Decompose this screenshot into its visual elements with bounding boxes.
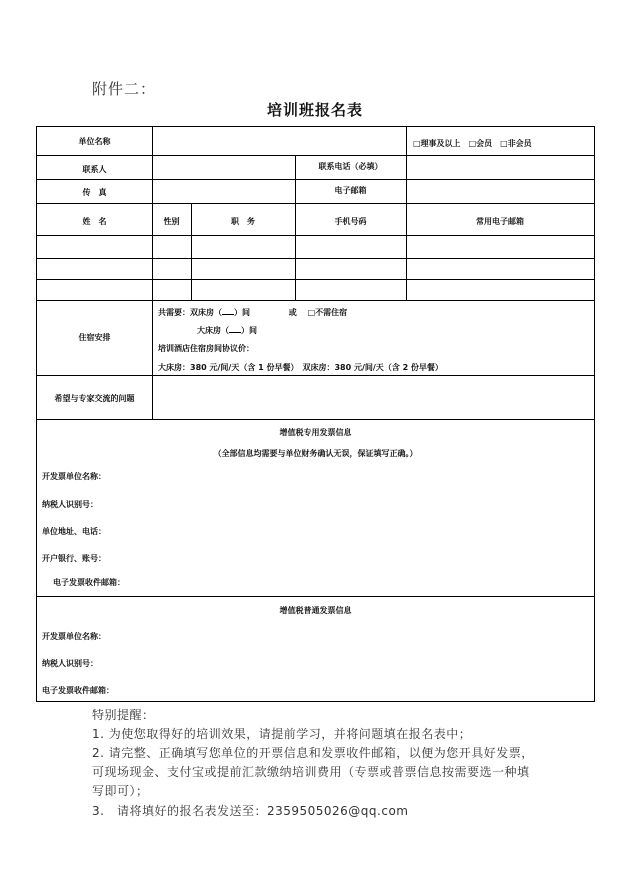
- or-text: 或: [288, 308, 297, 317]
- price-title: 培训酒店住宿房间协议价：: [158, 344, 254, 353]
- big-suffix: ）间: [241, 326, 257, 335]
- phone-label: 联系电话（必填）: [318, 161, 383, 171]
- big-room-count[interactable]: [229, 325, 241, 333]
- expert-question-field[interactable]: [153, 375, 593, 419]
- note-line-3: 可现场现金、支付宝或提前汇款缴纳培训费用（专票或普票信息按需要选一种填: [92, 765, 530, 779]
- accommodation-label: 住宿安排: [78, 333, 111, 342]
- note-line-5: 3. 请将填好的报名表发送至：2359505026@qq.com: [92, 804, 409, 818]
- twin-room-count[interactable]: [222, 307, 234, 315]
- accommodation-big-line: [197, 325, 257, 336]
- option-non-member[interactable]: □非会员: [500, 138, 532, 148]
- col-position: 职 务: [231, 216, 255, 226]
- note-line-1: 1. 为使您取得好的培训效果，请提前学习，并将问题填在报名表中；: [92, 727, 472, 741]
- participant-row-2[interactable]: [37, 259, 594, 279]
- col-name: 姓 名: [82, 216, 107, 226]
- unit-name-label: 单位名称: [78, 136, 111, 146]
- special-field-email[interactable]: 电子发票收件邮箱：: [53, 578, 125, 587]
- special-invoice-title: 增值税专用发票信息: [279, 428, 352, 437]
- member-type-options[interactable]: [413, 129, 593, 157]
- email-field[interactable]: [407, 179, 593, 203]
- normal-field-taxid[interactable]: 纳税人识别号：: [42, 659, 98, 668]
- participant-row-1[interactable]: [37, 236, 594, 258]
- option-director[interactable]: □理事及以上: [413, 138, 461, 148]
- twin-suffix: ）间: [234, 308, 250, 317]
- contact-label: 联系人: [82, 164, 107, 174]
- contact-field[interactable]: [153, 155, 294, 179]
- normal-field-email[interactable]: 电子发票收件邮箱：: [42, 686, 114, 695]
- note-line-2: 2. 请完整、正确填写您单位的开票信息和发票收件邮箱，以便为您开具好发票，: [92, 746, 534, 760]
- participant-row-3[interactable]: [37, 280, 594, 300]
- col-gender: 性别: [163, 216, 180, 226]
- special-field-bank[interactable]: 开户银行、账号：: [42, 554, 106, 563]
- expert-question-label: 希望与专家交流的问题: [54, 393, 135, 403]
- twin-prefix: 共需要：双床房（: [158, 308, 222, 317]
- special-invoice-subtitle: （全部信息均需要与单位财务确认无误，保证填写正确。）: [213, 449, 418, 458]
- fax-field[interactable]: [153, 179, 294, 203]
- normal-field-unit[interactable]: 开发票单位名称：: [42, 632, 106, 641]
- big-prefix: 大床房（: [197, 326, 229, 335]
- option-member[interactable]: □会员: [468, 138, 493, 148]
- special-field-taxid[interactable]: 纳税人识别号：: [42, 500, 98, 509]
- col-mobile: 手机号码: [334, 216, 367, 226]
- special-field-unit[interactable]: 开发票单位名称：: [42, 472, 106, 481]
- special-field-address[interactable]: 单位地址、电话：: [42, 527, 106, 536]
- fax-label: 传 真: [82, 187, 107, 197]
- accommodation-twin-line: [158, 307, 347, 318]
- normal-invoice-title: 增值税普通发票信息: [279, 606, 352, 615]
- registration-form: [36, 126, 595, 702]
- phone-field[interactable]: [407, 155, 593, 179]
- email-label: 电子邮箱: [334, 185, 367, 195]
- unit-name-field[interactable]: [153, 127, 405, 155]
- attachment-label: 附件二：: [92, 80, 157, 98]
- notes-heading: 特别提醒：: [92, 708, 155, 722]
- note-line-4: 写即可）；: [92, 784, 149, 798]
- price-detail: 大床房：380 元/间/天（含 1 份早餐） 双床房：380 元/间/天（含 2 份早餐）: [158, 363, 443, 372]
- no-stay-option[interactable]: □不需住宿: [307, 308, 348, 317]
- page-title: 培训班报名表: [266, 101, 363, 119]
- col-email: 常用电子邮箱: [476, 216, 524, 226]
